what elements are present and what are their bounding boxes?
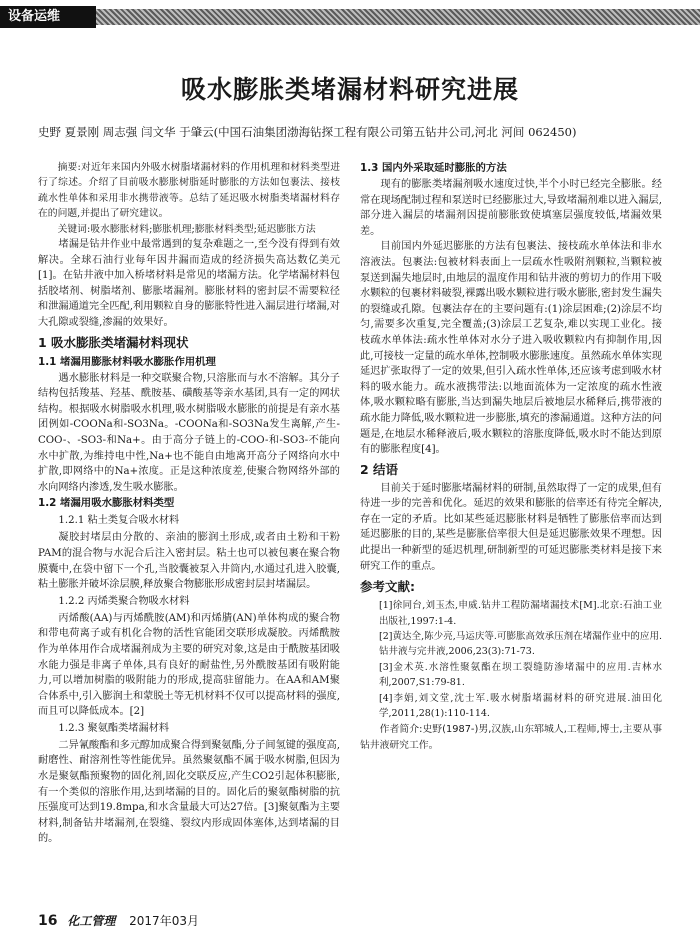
reference-item: [3]金术英.水溶性聚氨酯在坝工裂缝防渗堵漏中的应用.吉林水利,2007,S1:79-81. <box>379 661 662 689</box>
section-1-2-3-text: 二异氰酸酯和多元醇加成聚合得到聚氨酯,分子间氢键的强度高,耐磨性、耐溶剂性等性能优异。虽然聚氨酯不属于吸水树脂,但因为水是聚氨酯预聚物的固化剂,固化交联反应,产生CO2引起体积膨胀,有一个类似的溶胀作用,达到堵漏的目的。固化后的聚氨酯树脂的抗压强度可达到19.8mpa,和水含量最大可达27倍。[3]聚氨酯为主要材料,制备钻井堵漏剂,在裂缝、裂纹内形成固体塞体,达到堵漏的目的。 <box>38 739 340 845</box>
section-1-1-text: 遇水膨胀材料是一种交联聚合物,只溶胀而与水不溶解。其分子结构包括羧基、羟基、酰胺基、磺酸基等亲水基团,具有一定的网状结构。根据吸水树脂吸水机理,吸水树脂吸水膨胀的前提是有亲水基团例如-COONa和-SO3Na。-COONa和-SO3Na发生离解,产生-COO-、-SO3-和Na+。由于高分子链上的-COO-和-SO3-不能向水中扩散,为维持电中性,Na+也不能自由地离开高分子网络向水中扩散,即网络中的Na+浓度。正是这种浓度差,使聚合物网络外部的水向网络内渗透,发生吸水膨胀。 <box>38 372 340 493</box>
section-1-heading: 1 吸水膨胀类堵漏材料现状 <box>38 334 189 350</box>
section-label: 设备运维 <box>0 6 96 28</box>
section-1-3-heading: 1.3 国内外采取延时膨胀的方法 <box>360 162 507 174</box>
reference-item: [1]徐同台,刘玉杰,申威.钻井工程防漏堵漏技术[M].北京:石油工业出版社,1997:1-4. <box>379 600 662 627</box>
section-1-2-2-heading: 1.2.2 丙烯类聚合物吸水材料 <box>58 595 190 607</box>
section-1-2-2-text: 丙烯酸(AA)与丙烯酰胺(AM)和丙烯腈(AN)单体构成的聚合物和带电荷离子或有机化合物的活性官能团交联形成凝胶。丙烯酰胺作为单体用作合成堵漏剂成为主要的研究对象,这是由于酰胺基团吸水能力强是非离子单体,具有良好的耐盐性,另外酰胺基团有吸附能力,可以增加树脂的吸附能力的形成,提高驻留能力。在AA和AM聚合体系中,引入膨润土和蒙脱土等无机材料不仅可以提高材料的强度,而且可以降低成本。[2] <box>38 612 340 718</box>
reference-item: [4]李娟,刘文堂,沈士军.吸水树脂堵漏材料的研究进展.油田化学,2011,28(1):110-114. <box>379 692 662 720</box>
journal-name: 化工管理 <box>67 914 116 928</box>
issue-date: 2017年03月 <box>129 914 199 928</box>
article-title: 吸水膨胀类堵漏材料研究进展 <box>180 75 519 104</box>
abstract: 摘要:对近年来国内外吸水树脂堵漏材料的作用机理和材料类型进行了综述。介绍了目前吸水膨胀树脂延时膨胀的方法如包裹法、接枝疏水性单体和采用非水携带液等。总结了延迟吸水树脂类堵漏材料存在的问题,并提出了研究建议。 <box>38 162 340 220</box>
intro-paragraph: 堵漏是钻井作业中最常遇到的复杂难题之一,至今没有得到有效解决。全球石油行业每年因井漏而造成的经济损失高达数亿美元[1]。在钻井液中加入桥堵材料是常见的堵漏方法。化学堵漏材料包括胶堵剂、树脂堵剂、膨胀堵漏剂。膨胀材料的密封层不需要粒径和泄漏通道完全匹配,利用颗粒自身的膨胀特性进入漏层进行堵漏,对大孔隙或裂缝,渗漏的效果好。 <box>38 239 340 328</box>
right-column <box>360 160 662 754</box>
section-1-2-3-heading: 1.2.3 聚氨酯类堵漏材料 <box>58 722 170 734</box>
section-2-text: 目前关于延时膨胀堵漏材料的研制,虽然取得了一定的成果,但有待进一步的完善和优化。延迟的效果和膨胀的倍率还有待完全解决,存在一定的矛盾。比如某些延迟膨胀材料是牺牲了膨胀倍率而达到延迟膨胀的目的,某些是膨胀倍率很大但是延迟膨胀效果不理想。因此提出一种新型的延迟机理,研制新型的可延迟膨胀类材料是接下来研究工作的重点。 <box>360 482 662 572</box>
author-bio: 作者简介:史野(1987-)男,汉族,山东郓城人,工程师,博士,主要从事钻井液研究工作。 <box>360 723 662 751</box>
references-heading: 参考文献: <box>360 579 415 595</box>
keywords: 关键词:吸水膨胀材料;膨胀机理;膨胀材料类型;延迟膨胀方法 <box>57 223 316 235</box>
section-header-bar <box>0 0 700 30</box>
section-1-2-heading: 1.2 堵漏用吸水膨胀材料类型 <box>38 497 175 510</box>
section-2-heading: 2 结语 <box>360 461 399 477</box>
header-stripes <box>96 9 700 25</box>
page-number: 16 <box>38 913 58 929</box>
left-column <box>38 160 340 847</box>
section-1-1-heading: 1.1 堵漏用膨胀材料吸水膨胀作用机理 <box>38 355 216 368</box>
reference-item: [2]黄达全,陈少亮,马运庆等.可膨胀高效承压剂在堵漏作业中的应用.钻井液与完井液,2006,23(3):71-73. <box>379 631 662 658</box>
section-1-3-paragraph-1: 现有的膨胀类堵漏剂吸水速度过快,半个小时已经完全膨胀。经常在现场配制过程和泵送时已经膨胀过大,导致堵漏剂难以进入漏层,部分进入漏层的堵漏剂因提前膨胀致使填塞层强度较低,堵漏效果差。 <box>360 179 662 237</box>
section-1-3-paragraph-2: 目前国内外延迟膨胀的方法有包裹法、接枝疏水单体法和非水溶液法。包裹法:包被材料表面上一层疏水性吸附剂颗粒,当颗粒被泵送到漏失地层时,由地层的温度作用和钻井液的剪切力的作用下吸水颗粒的包裹材料破裂,裸露出吸水颗粒进行吸水膨胀,密封发生漏失的裂缝或孔隙。包裹法存在的主要问题有:(1)涂层困难;(2)涂层不均匀,需要多次重复,完全覆盖;(3)涂层工艺复杂,难以实现工业化。接枝疏水单体法:疏水性单体对水分子进入吸收颗粒内有抑制作用,因此,可接枝一定量的疏水单体,控制吸水膨胀速度。虽然疏水单体实现延迟扩张取得了一定的效果,但引入疏水性单体,还应该考虑到吸水材料的吸水能力。疏水液携带法:以地面流体为一定浓度的疏水性液体,吸水颗粒略有膨胀,当达到漏失地层后被地层水稀释后,携带液的疏水能力降低,吸水颗粒进一步膨胀,填充的渗漏通道。这种方法的问题是,在地层水稀释液后,吸水颗粒的溶胀度降低,吸水时不能达到原有的膨胀程度[4]。 <box>360 241 662 456</box>
page-footer <box>38 912 338 929</box>
section-1-2-1-text: 凝胶封堵层由分散的、亲油的膨润土形成,或者由土粉和干粉PAM的混合物与水泥合后注入密封层。粘土也可以被包裹在聚合物膜囊中,在袋中留下一个孔,当胶囊被泵入井筒内,水通过孔进入胶囊,粘土膨胀并破坏涂层膜,释放聚合物膨胀形成密封层封堵漏层。 <box>38 532 340 591</box>
author-line: 史野 夏景刚 周志强 闫文华 于肇云(中国石油集团渤海钻探工程有限公司第五钻井公司,河北 河间 062450) <box>38 125 577 139</box>
section-1-2-1-heading: 1.2.1 粘土类复合吸水材料 <box>58 515 180 527</box>
